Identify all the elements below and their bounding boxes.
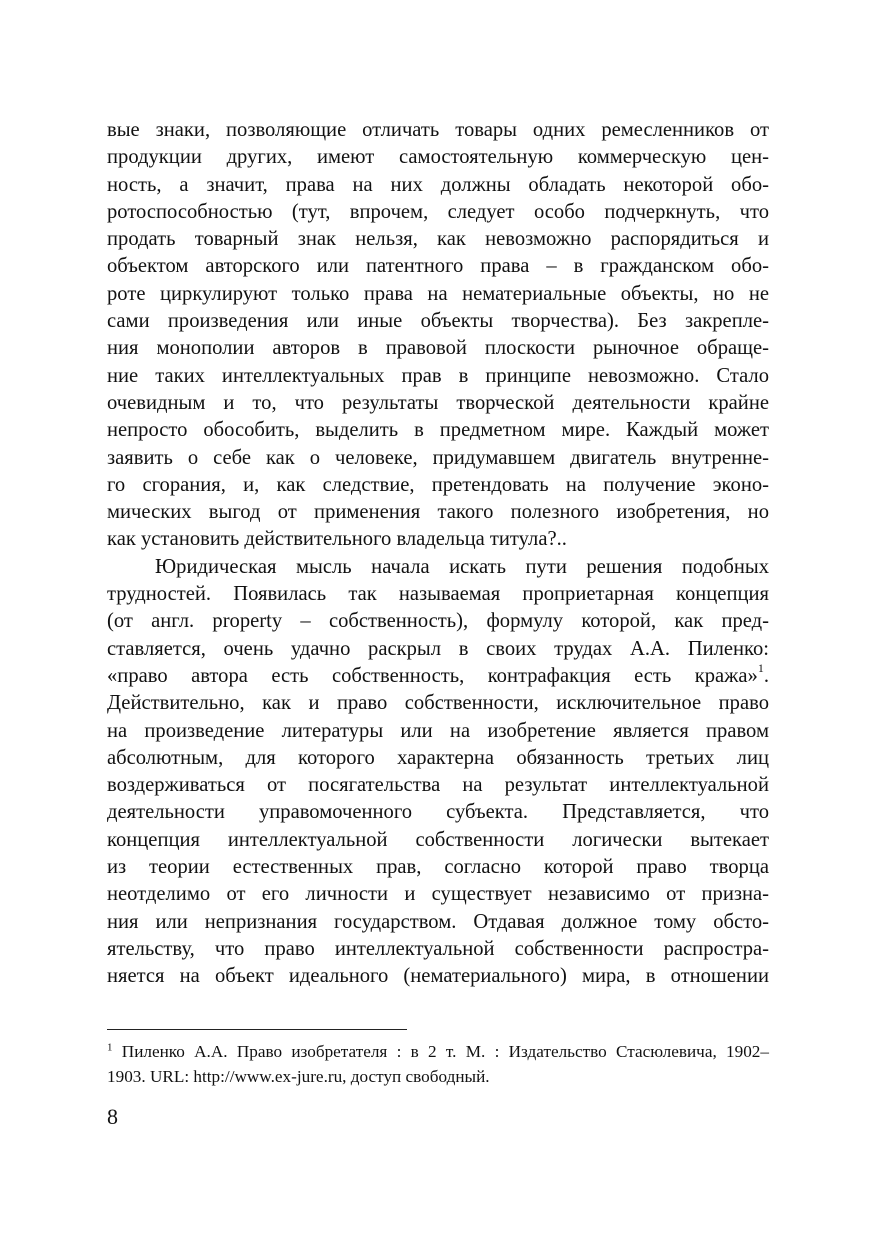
- text-line: ставляется, очень удачно раскрыл в своих трудах А.А. Пиленко:: [107, 637, 769, 660]
- quote-tail: .: [763, 664, 769, 687]
- text-line: ния или непризнания государством. Отдавая должное тому обсто-: [107, 910, 769, 933]
- text-line: роте циркулируют только права на нематериальные объекты, но не: [107, 282, 769, 305]
- footnote-divider: [107, 1029, 407, 1030]
- text-line: продать товарный знак нельзя, как невозможно распорядиться и: [107, 228, 769, 251]
- quote-text: «право автора есть собственность, контрафакция есть кража»: [107, 664, 758, 687]
- footnote-reference[interactable]: 1: [757, 661, 764, 676]
- text-line: как установить действительного владельца титула?..: [107, 528, 567, 551]
- page-number: 8: [107, 1104, 118, 1129]
- paragraph-first-line: Юридическая мысль начала искать пути решения подобных: [155, 555, 769, 578]
- text-line: ротоспособностью (тут, впрочем, следует особо подчеркнуть, что: [107, 200, 769, 223]
- text-line: мических выгод от применения такого полезного изобретения, но: [107, 501, 769, 524]
- text-line: вые знаки, позволяющие отличать товары одних ремесленников от: [107, 119, 769, 141]
- text-line: объектом авторского или патентного права – в гражданском обо-: [107, 255, 769, 278]
- text-line: Действительно, как и право собственности, исключительное право: [107, 692, 769, 715]
- text-line: из теории естественных прав, согласно которой право творца: [107, 856, 769, 879]
- text-line: ние таких интеллектуальных прав в принципе невозможно. Стало: [107, 364, 769, 387]
- text-line: концепция интеллектуальной собственности логически вытекает: [107, 828, 769, 851]
- text-line: трудностей. Появилась так называемая проприетарная концепция: [107, 583, 769, 606]
- footnote-line: [107, 1040, 769, 1065]
- text-line: ность, а значит, права на них должны обладать некоторой обо-: [107, 173, 769, 196]
- text-line-with-footnote: [107, 663, 769, 690]
- text-line: на произведение литературы или на изобретение является правом: [107, 719, 769, 742]
- footnote-text: Пиленко А.А. Право изобретателя : в 2 т. М. : Издательство Стасюлевича, 1902–: [112, 1042, 769, 1061]
- text-line: неотделимо от его личности и существует независимо от призна-: [107, 883, 769, 906]
- text-line: сами произведения или иные объекты творчества). Без закрепле-: [107, 310, 769, 333]
- footnote-line: 1903. URL: http://www.ex-jure.ru, доступ свободный.: [107, 1066, 490, 1086]
- body-text: [107, 117, 769, 991]
- text-line: деятельности управомоченного субъекта. Представляется, что: [107, 801, 769, 824]
- text-line: няется на объект идеального (нематериального) мира, в отношении: [107, 965, 769, 988]
- text-line: продукции других, имеют самостоятельную коммерческую цен-: [107, 146, 769, 169]
- text-line: абсолютным, для которого характерна обязанность третьих лиц: [107, 746, 769, 769]
- text-line: го сгорания, и, как следствие, претендовать на получение эконо-: [107, 473, 769, 496]
- text-line: непросто обособить, выделить в предметном мире. Каждый может: [107, 419, 769, 442]
- text-line: (от англ. property – собственность), формулу которой, как пред-: [107, 610, 769, 633]
- text-line: очевидным и то, что результаты творческой деятельности крайне: [107, 391, 769, 414]
- footnote: [107, 1040, 769, 1089]
- text-line: ятельству, что право интеллектуальной собственности распростра-: [107, 937, 769, 960]
- text-line: воздерживаться от посягательства на результат интеллектуальной: [107, 774, 769, 797]
- footnote-marker: 1: [107, 1041, 113, 1054]
- text-line: заявить о себе как о человеке, придумавшем двигатель внутренне-: [107, 446, 769, 469]
- text-line: ния монополии авторов в правовой плоскости рыночное обраще-: [107, 337, 769, 360]
